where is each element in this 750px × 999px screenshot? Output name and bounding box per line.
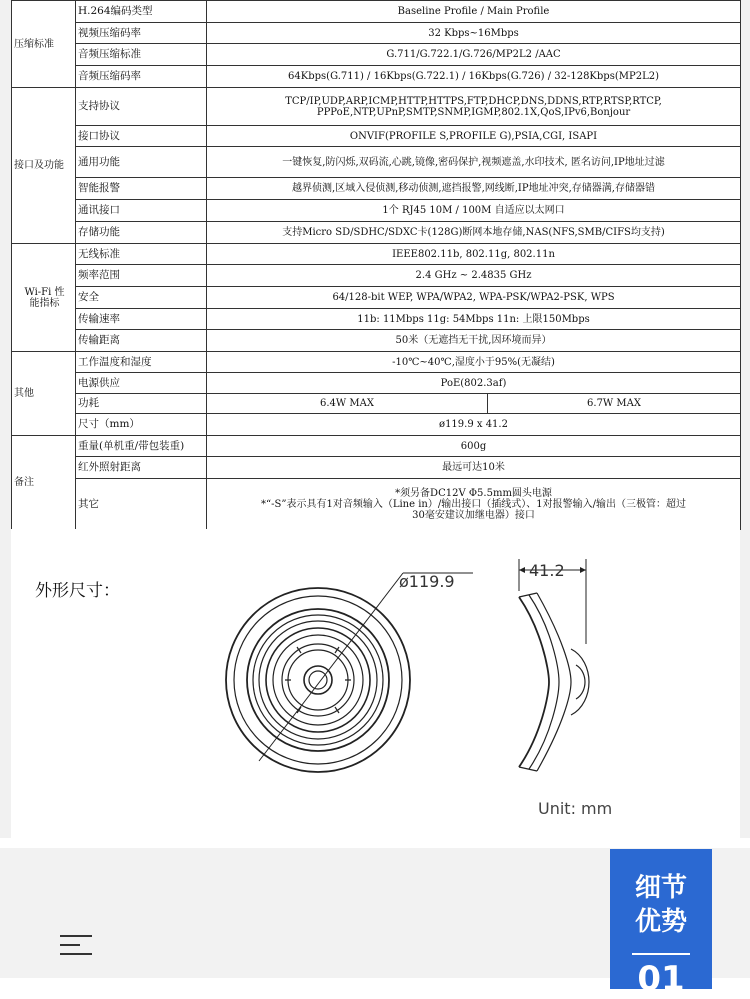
row-value: ONVIF(PROFILE S,PROFILE G),PSIA,CGI, ISAPI xyxy=(207,126,741,147)
spec-table xyxy=(11,0,741,530)
table-row xyxy=(12,23,741,44)
section-badge xyxy=(610,849,712,999)
badge-number: 01 xyxy=(637,959,685,999)
row-value: Baseline Profile / Main Profile xyxy=(207,1,741,23)
row-value: 32 Kbps~16Mbps xyxy=(207,23,741,44)
table-row xyxy=(12,436,741,457)
row-label: 智能报警 xyxy=(76,178,207,200)
badge-title-line1: 细节 xyxy=(634,873,687,903)
category-cell xyxy=(12,244,76,352)
side-view xyxy=(519,559,589,771)
row-value: 50米（无遮挡无干扰,因环境而异） xyxy=(207,330,741,352)
row-label: 接口协议 xyxy=(76,126,207,147)
row-value: 越界侦测,区域入侵侦测,移动侦测,遮挡报警,网线断,IP地址冲突,存储器满,存储器错 xyxy=(207,178,741,200)
row-value: 64Kbps(G.711) / 16Kbps(G.722.1) / 16Kbps(G.726) / 32-128Kbps(MP2L2) xyxy=(207,66,741,88)
row-value-line: PPPoE,NTP,UPnP,SMTP,SNMP,IGMP,802.1X,QoS,IPv6,Bonjour xyxy=(316,106,631,118)
row-label: 尺寸（mm） xyxy=(76,414,207,436)
table-row xyxy=(12,222,741,244)
row-value: 一键恢复,防闪烁,双码流,心跳,镜像,密码保护,视频遮盖,水印技术, 匿名访问,IP地址过滤 xyxy=(207,147,741,178)
row-value: 1个 RJ45 10M / 100M 自适应以太网口 xyxy=(207,200,741,222)
row-label: 红外照射距离 xyxy=(76,457,207,479)
table-row xyxy=(12,126,741,147)
table-row xyxy=(12,479,741,530)
row-value-line: *“-S”表示具有1对音频输入（Line in）/输出接口（插线式）、1对报警输入/输出（三极管：超过 xyxy=(261,498,686,510)
row-label: 重量(单机重/带包装重) xyxy=(76,436,207,457)
row-label: 其它 xyxy=(76,479,207,530)
table-row xyxy=(12,287,741,309)
row-label: 音频压缩标准 xyxy=(76,44,207,66)
row-value: 最远可达10米 xyxy=(207,457,741,479)
menu-line xyxy=(60,935,92,937)
category-line: 能指标 xyxy=(29,297,60,309)
front-view xyxy=(226,573,473,772)
table-row xyxy=(12,178,741,200)
row-label: 功耗 xyxy=(76,394,207,414)
camera-outline-drawing xyxy=(11,529,740,838)
table-row xyxy=(12,200,741,222)
table-row xyxy=(12,352,741,373)
diameter-label: ø119.9 xyxy=(399,572,455,591)
row-value: -10℃~40℃,湿度小于95%(无凝结) xyxy=(207,352,741,373)
row-value: 2.4 GHz ~ 2.4835 GHz xyxy=(207,265,741,287)
row-value: 600g xyxy=(207,436,741,457)
row-label: 存储功能 xyxy=(76,222,207,244)
table-row xyxy=(12,66,741,88)
row-label: 电源供应 xyxy=(76,373,207,394)
row-value: 6.4W MAX xyxy=(207,394,488,414)
row-label: 频率范围 xyxy=(76,265,207,287)
category-cell: 其他 xyxy=(12,352,76,436)
row-label: 支持协议 xyxy=(76,88,207,126)
row-label: 音频压缩码率 xyxy=(76,66,207,88)
category-cell: 压缩标准 xyxy=(12,1,76,88)
table-row xyxy=(12,147,741,178)
row-label: 工作温度和湿度 xyxy=(76,352,207,373)
table-row xyxy=(12,309,741,330)
table-row xyxy=(12,88,741,126)
row-value: IEEE802.11b, 802.11g, 802.11n xyxy=(207,244,741,265)
row-value: 支持Micro SD/SDHC/SDXC卡(128G)断网本地存储,NAS(NFS,SMB/CIFS均支持) xyxy=(207,222,741,244)
badge-title-line2: 优势 xyxy=(634,907,687,937)
menu-icon[interactable] xyxy=(60,935,94,957)
category-line: Wi-Fi 性 xyxy=(24,286,65,298)
table-row xyxy=(12,373,741,394)
category-cell: 接口及功能 xyxy=(12,88,76,244)
table-row xyxy=(12,265,741,287)
dimension-drawing xyxy=(11,529,740,838)
row-label: 传输速率 xyxy=(76,309,207,330)
row-label: 视频压缩码率 xyxy=(76,23,207,44)
table-row xyxy=(12,414,741,436)
table-row xyxy=(12,330,741,352)
row-label: 通用功能 xyxy=(76,147,207,178)
row-label: 无线标准 xyxy=(76,244,207,265)
row-value: 11b: 11Mbps 11g: 54Mbps 11n: 上限150Mbps xyxy=(207,309,741,330)
row-label: H.264编码类型 xyxy=(76,1,207,23)
row-value: G.711/G.722.1/G.726/MP2L2 /AAC xyxy=(207,44,741,66)
badge-divider xyxy=(632,953,690,955)
row-value-line: TCP/IP,UDP,ARP,ICMP,HTTP,HTTPS,FTP,DHCP,DNS,DDNS,RTP,RTSP,RTCP, xyxy=(285,95,662,107)
row-value xyxy=(207,88,741,126)
menu-line xyxy=(60,944,80,946)
depth-label: 41.2 xyxy=(529,561,565,580)
row-value-b: 6.7W MAX xyxy=(488,394,741,414)
row-value: ø119.9 x 41.2 xyxy=(207,414,741,436)
row-value-line: *须另备DC12V Φ5.5mm圆头电源 xyxy=(395,487,552,499)
table-row xyxy=(12,44,741,66)
table-row xyxy=(12,394,741,414)
row-value-line: 30毫安建议加继电器）接口 xyxy=(412,509,535,521)
unit-label: Unit: mm xyxy=(538,799,613,818)
category-cell: 备注 xyxy=(12,436,76,530)
row-value: PoE(802.3af) xyxy=(207,373,741,394)
section-divider xyxy=(0,838,750,848)
row-value xyxy=(207,479,741,530)
menu-line xyxy=(60,953,92,955)
table-row xyxy=(12,1,741,23)
row-label: 安全 xyxy=(76,287,207,309)
table-row xyxy=(12,457,741,479)
row-label: 传输距离 xyxy=(76,330,207,352)
dimension-title: 外形尺寸： xyxy=(35,581,120,601)
row-value: 64/128-bit WEP, WPA/WPA2, WPA-PSK/WPA2-PSK, WPS xyxy=(207,287,741,309)
row-label: 通讯接口 xyxy=(76,200,207,222)
footer-bar xyxy=(0,848,750,999)
table-row xyxy=(12,244,741,265)
